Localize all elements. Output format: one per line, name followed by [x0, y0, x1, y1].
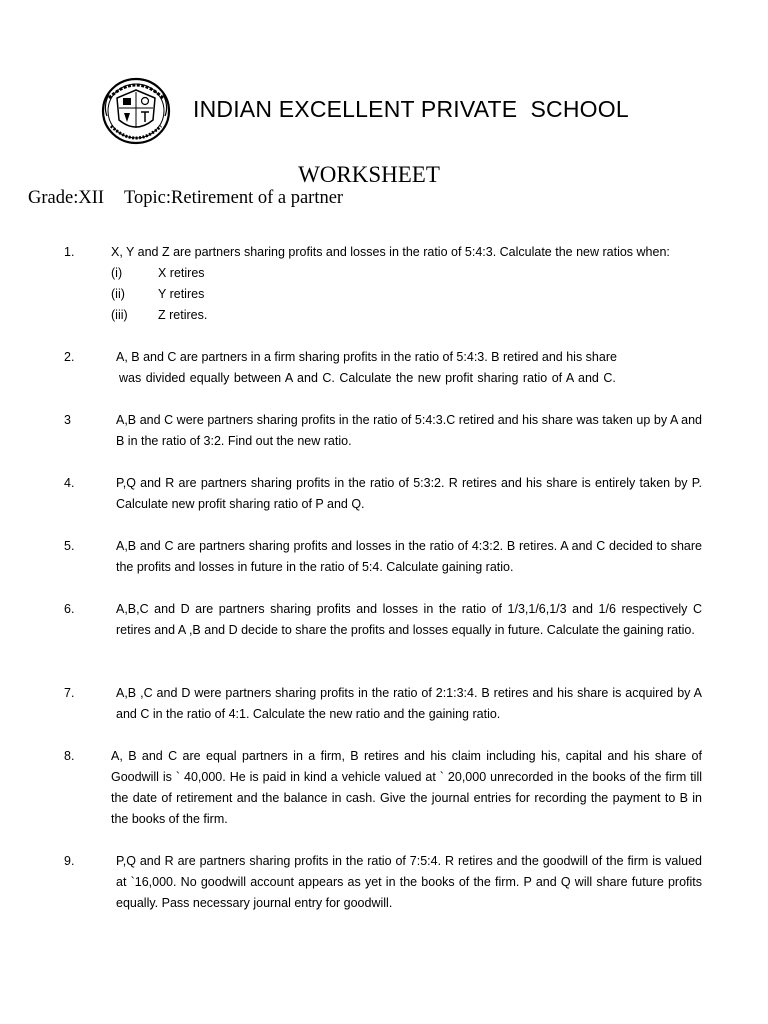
question-text: A,B and C were partners sharing profits in the ratio of 5:4:3.C retired and his share was taken up by A and B in the ratio of 3:2. Find out the new ratio. [116, 413, 702, 448]
question-text-line-2: was divided equally between A and C. Calculate the new profit sharing ratio of A and C. [119, 371, 616, 385]
part-text: Z retires. [158, 308, 208, 322]
grade-label: Grade:XII [28, 188, 105, 208]
question-text: P,Q and R are partners sharing profits in the ratio of 5:3:2. R retires and his share is entirely taken by P. Calculate new profit sharing ratio of P and Q. [116, 476, 702, 511]
part-text: Y retires [158, 287, 205, 301]
part-text: X retires [158, 266, 205, 280]
worksheet-title: WORKSHEET [298, 162, 440, 187]
school-crest-logo [99, 76, 173, 146]
question-text: A,B,C and D are partners sharing profits and losses in the ratio of 1/3,1/6,1/3 and 1/6 respectively C retires and A ,B and D decide to share the profits and losses equally in future. Calculate the gaining ratio. [116, 602, 702, 637]
question-text: P,Q and R are partners sharing profits in the ratio of 7:5:4. R retires and the goodwill of the firm is valued at `16,000. No goodwill account appears as yet in the books of the firm. P and Q will share future profits equally. Pass necessary journal entry for goodwill. [116, 854, 702, 910]
topic-label: Topic:Retirement of a partner [124, 188, 344, 208]
question-text-line-1: A, B and C are partners in a firm sharing profits in the ratio of 5:4:3. B retired and his share [116, 350, 617, 364]
question-number: 3 [64, 413, 71, 427]
school-name: INDIAN EXCELLENT PRIVATE SCHOOL [193, 96, 629, 122]
question-number: 1. [64, 245, 75, 259]
question-number: 6. [64, 602, 75, 616]
part-number: (ii) [111, 287, 125, 301]
question-number: 7. [64, 686, 75, 700]
question-number: 5. [64, 539, 75, 553]
question-text: A,B and C are partners sharing profits and losses in the ratio of 4:3:2. B retires. A and C decided to share the profits and losses in future in the ratio of 5:4. Calculate gaining ratio. [116, 539, 702, 574]
part-number: (iii) [111, 308, 128, 322]
question-text: X, Y and Z are partners sharing profits and losses in the ratio of 5:4:3. Calculate the new ratios when: [111, 245, 670, 259]
question-number: 2. [64, 350, 75, 364]
question-number: 8. [64, 749, 75, 763]
question-text: A,B ,C and D were partners sharing profits in the ratio of 2:1:3:4. B retires and his share is acquired by A and C in the ratio of 4:1. Calculate the new ratio and the gaining ratio. [116, 686, 702, 721]
question-text: A, B and C are equal partners in a firm, B retires and his claim including his, capital and his share of Goodwill is ` 40,000. He is paid in kind a vehicle valued at ` 20,000 unrecorded in the books of the firm till the date of retirement and the balance in cash. Give the journal entries for recording the payment to B in the books of the firm. [111, 749, 702, 826]
part-number: (i) [111, 266, 123, 280]
grade-topic-line [28, 188, 343, 209]
question-number: 4. [64, 476, 75, 490]
question-number: 9. [64, 854, 75, 868]
